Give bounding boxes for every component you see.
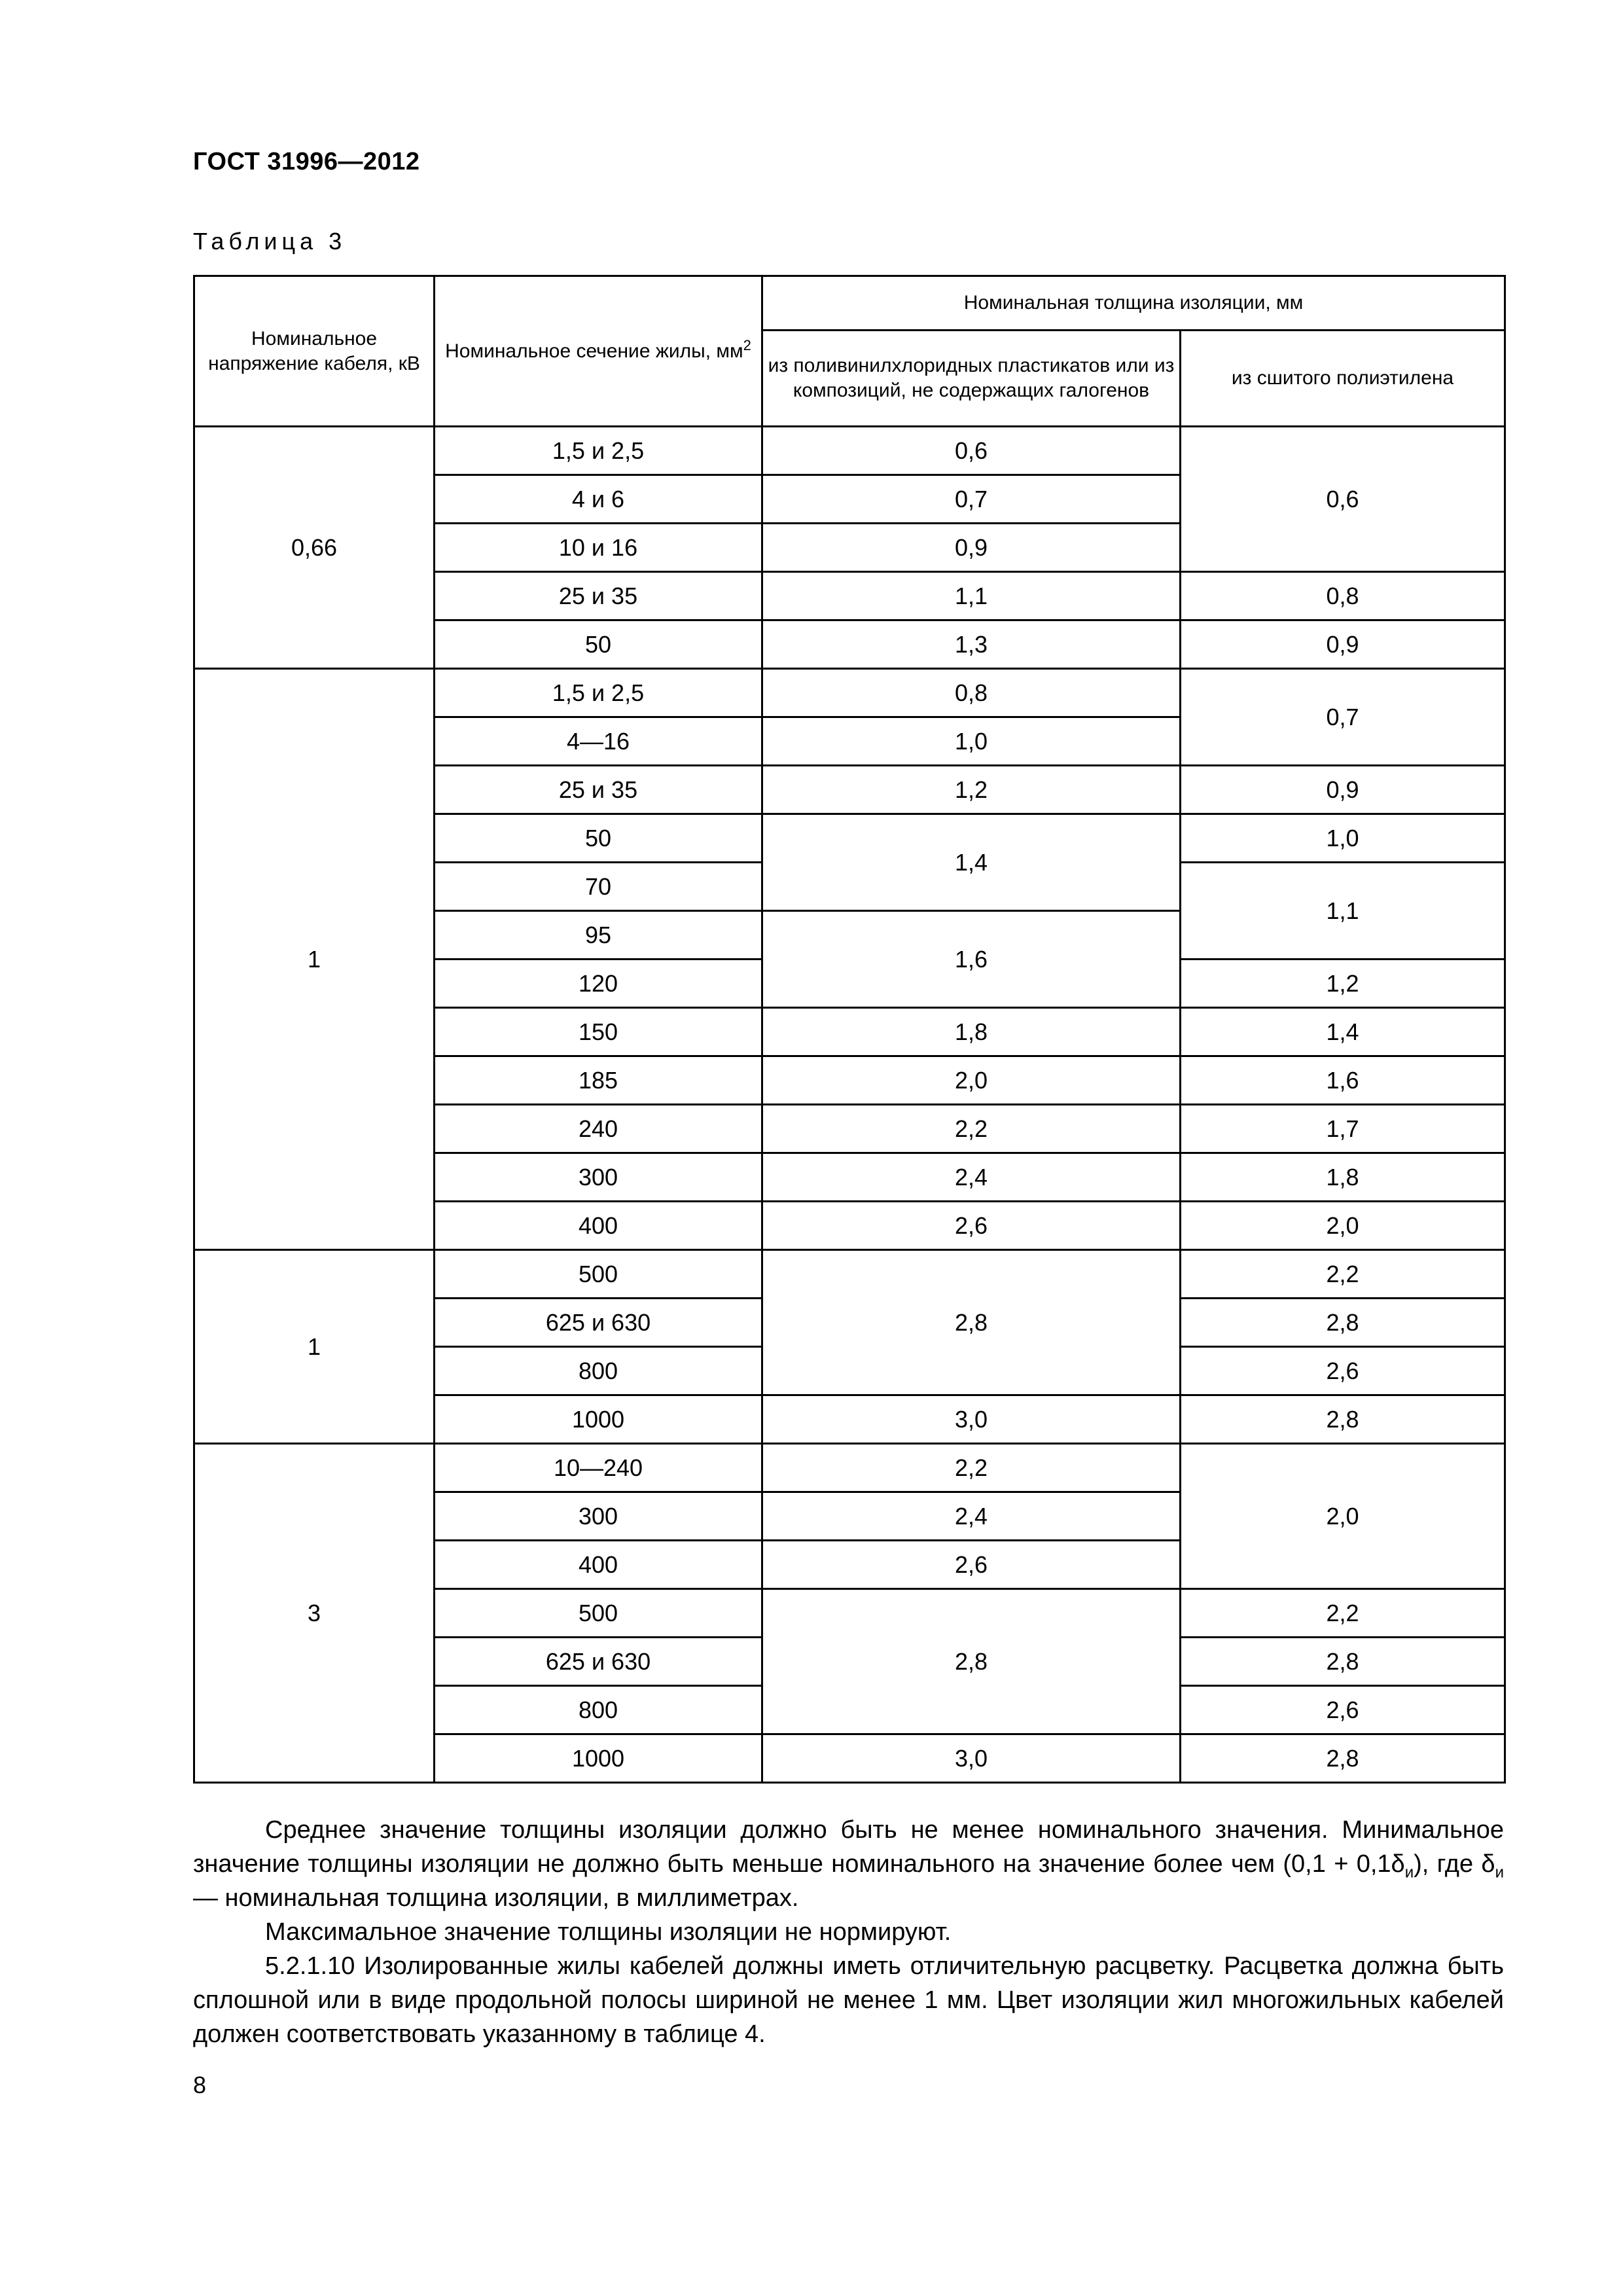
- section-cell: 4—16: [435, 717, 762, 766]
- voltage-cell: 3: [194, 1444, 435, 1783]
- pvc-cell: 2,4: [762, 1492, 1181, 1541]
- section-cell: 800: [435, 1686, 762, 1734]
- body-text: [193, 1813, 1504, 2051]
- section-cell: 1,5 и 2,5: [435, 669, 762, 717]
- table-caption: Таблица 3: [193, 228, 347, 255]
- table-head: [194, 276, 1505, 427]
- section-cell: 400: [435, 1541, 762, 1589]
- header-voltage: Номинальное напряжение кабеля, кВ: [194, 276, 435, 427]
- section-cell: 10—240: [435, 1444, 762, 1492]
- pvc-cell: 0,8: [762, 669, 1181, 717]
- section-cell: 1,5 и 2,5: [435, 427, 762, 475]
- xlpe-cell: 0,6: [1181, 427, 1505, 572]
- voltage-cell: 0,66: [194, 427, 435, 669]
- xlpe-cell: 2,6: [1181, 1347, 1505, 1395]
- voltage-cell: 1: [194, 1250, 435, 1444]
- xlpe-cell: 2,2: [1181, 1250, 1505, 1299]
- header-section-sup: 2: [743, 336, 751, 353]
- paragraph-min-thickness-b: ), где δ: [1414, 1850, 1495, 1878]
- header-pvc: из поливинилхлоридных пластикатов или из композиций, не содержащих галогенов: [762, 331, 1181, 427]
- header-section: [435, 276, 762, 427]
- pvc-cell: 2,6: [762, 1541, 1181, 1589]
- pvc-cell: 2,8: [762, 1250, 1181, 1395]
- paragraph-max-thickness: Максимальное значение толщины изоляции не нормируют.: [265, 1918, 952, 1946]
- paragraph-5-2-1-10: 5.2.1.10 Изолированные жилы кабелей должны иметь отличительную расцветку. Расцветка должна быть сплошной или в виде продольной полосы шириной не менее 1 мм. Цвет изоляции жил многожильных кабелей должен соответствовать указанному в таблице 4.: [193, 1952, 1504, 2048]
- pvc-cell: 1,4: [762, 814, 1181, 911]
- section-cell: 70: [435, 863, 762, 911]
- pvc-cell: 2,2: [762, 1444, 1181, 1492]
- pvc-cell: 1,1: [762, 572, 1181, 620]
- xlpe-cell: 0,9: [1181, 620, 1505, 669]
- table-row: [194, 1250, 1505, 1299]
- section-cell: 4 и 6: [435, 475, 762, 524]
- section-cell: 95: [435, 911, 762, 960]
- section-cell: 25 и 35: [435, 572, 762, 620]
- pvc-cell: 3,0: [762, 1734, 1181, 1783]
- pvc-cell: 0,7: [762, 475, 1181, 524]
- xlpe-cell: 2,8: [1181, 1395, 1505, 1444]
- pvc-cell: 3,0: [762, 1395, 1181, 1444]
- pvc-cell: 1,3: [762, 620, 1181, 669]
- xlpe-cell: 2,8: [1181, 1299, 1505, 1347]
- section-cell: 25 и 35: [435, 766, 762, 814]
- xlpe-cell: 2,6: [1181, 1686, 1505, 1734]
- xlpe-cell: 2,2: [1181, 1589, 1505, 1638]
- paragraph-min-thickness-c: — номинальная толщина изоляции, в миллиметрах.: [193, 1884, 799, 1912]
- pvc-cell: 2,6: [762, 1202, 1181, 1250]
- table-row: [194, 669, 1505, 717]
- section-cell: 240: [435, 1105, 762, 1153]
- section-cell: 800: [435, 1347, 762, 1395]
- pvc-cell: 1,8: [762, 1008, 1181, 1056]
- xlpe-cell: 2,8: [1181, 1638, 1505, 1686]
- delta-subscript: и: [1404, 1863, 1414, 1882]
- table-row: [194, 427, 1505, 475]
- xlpe-cell: 1,2: [1181, 960, 1505, 1008]
- pvc-cell: 2,2: [762, 1105, 1181, 1153]
- page-number: 8: [193, 2072, 207, 2098]
- section-cell: 1000: [435, 1395, 762, 1444]
- pvc-cell: 0,9: [762, 524, 1181, 572]
- xlpe-cell: 2,0: [1181, 1444, 1505, 1589]
- xlpe-cell: 1,6: [1181, 1056, 1505, 1105]
- section-cell: 10 и 16: [435, 524, 762, 572]
- pvc-cell: 2,8: [762, 1589, 1181, 1734]
- section-cell: 500: [435, 1589, 762, 1638]
- insulation-thickness-table: [193, 275, 1506, 1784]
- xlpe-cell: 0,8: [1181, 572, 1505, 620]
- xlpe-cell: 1,4: [1181, 1008, 1505, 1056]
- xlpe-cell: 1,8: [1181, 1153, 1505, 1202]
- section-cell: 300: [435, 1492, 762, 1541]
- section-cell: 625 и 630: [435, 1638, 762, 1686]
- paragraph-min-thickness-a: Среднее значение толщины изоляции должно быть не менее номинального значения. Минимальное значение толщины изоляции не должно быть меньше номинального на значение более чем (0,1 + 0,1δ: [193, 1816, 1504, 1878]
- pvc-cell: 2,0: [762, 1056, 1181, 1105]
- header-thickness-group: Номинальная толщина изоляции, мм: [762, 276, 1505, 331]
- section-cell: 500: [435, 1250, 762, 1299]
- pvc-cell: 1,6: [762, 911, 1181, 1008]
- section-cell: 300: [435, 1153, 762, 1202]
- xlpe-cell: 1,1: [1181, 863, 1505, 960]
- section-cell: 625 и 630: [435, 1299, 762, 1347]
- pvc-cell: 0,6: [762, 427, 1181, 475]
- header-xlpe: из сшитого полиэтилена: [1181, 331, 1505, 427]
- document-header: ГОСТ 31996—2012: [193, 148, 420, 175]
- xlpe-cell: 1,0: [1181, 814, 1505, 863]
- table-body: [194, 427, 1505, 1783]
- section-cell: 400: [435, 1202, 762, 1250]
- xlpe-cell: 0,9: [1181, 766, 1505, 814]
- paragraph-min-thickness: [193, 1813, 1504, 1915]
- xlpe-cell: 2,8: [1181, 1734, 1505, 1783]
- xlpe-cell: 2,0: [1181, 1202, 1505, 1250]
- section-cell: 120: [435, 960, 762, 1008]
- xlpe-cell: 1,7: [1181, 1105, 1505, 1153]
- pvc-cell: 2,4: [762, 1153, 1181, 1202]
- pvc-cell: 1,0: [762, 717, 1181, 766]
- section-cell: 185: [435, 1056, 762, 1105]
- xlpe-cell: 0,7: [1181, 669, 1505, 766]
- header-section-text: Номинальное сечение жилы, мм: [445, 340, 743, 362]
- delta-subscript: и: [1495, 1863, 1504, 1882]
- section-cell: 50: [435, 620, 762, 669]
- section-cell: 1000: [435, 1734, 762, 1783]
- voltage-cell: 1: [194, 669, 435, 1250]
- section-cell: 50: [435, 814, 762, 863]
- section-cell: 150: [435, 1008, 762, 1056]
- pvc-cell: 1,2: [762, 766, 1181, 814]
- table-row: [194, 1444, 1505, 1492]
